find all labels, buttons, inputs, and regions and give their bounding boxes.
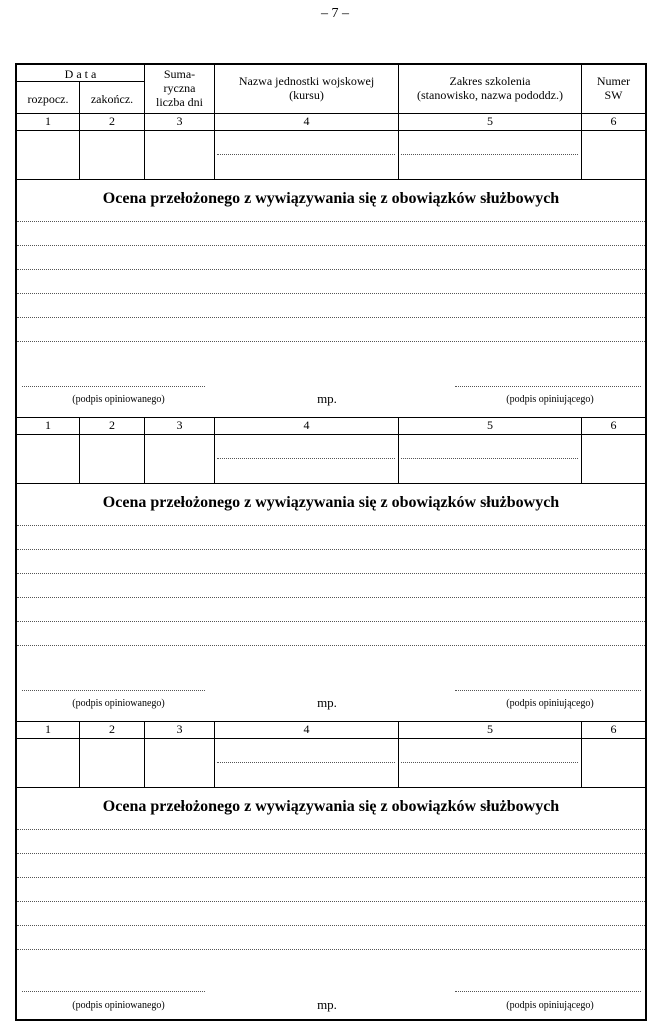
- column-number: 2: [109, 418, 115, 432]
- data-entry-row[interactable]: [17, 739, 645, 787]
- column-number-row: [17, 721, 645, 738]
- header-nazwa-label-2: (kursu): [289, 88, 324, 102]
- record-section-3: [17, 721, 645, 1019]
- header-zakoncz-label: zakończ.: [90, 92, 134, 106]
- header-suma-label-3: liczba dni: [156, 95, 203, 109]
- header-numer-label-1: Numer: [596, 74, 631, 88]
- column-number: 4: [303, 418, 310, 432]
- signature-label-opiniowanego: (podpis opiniowanego): [72, 698, 165, 709]
- column-number: 1: [45, 418, 51, 432]
- column-number: 4: [303, 722, 310, 736]
- header-suma-label-2: ryczna: [163, 81, 196, 95]
- column-number: 3: [176, 114, 183, 128]
- header-suma-label-1: Suma-: [163, 67, 196, 81]
- data-entry-row[interactable]: [17, 131, 645, 179]
- signature-label-opiniowanego: (podpis opiniowanego): [72, 394, 165, 405]
- signature-label-opiniujacego: (podpis opiniującego): [506, 394, 594, 405]
- column-number: 1: [45, 722, 51, 736]
- assessment-lines[interactable]: [17, 517, 645, 647]
- record-section-2: [17, 417, 645, 721]
- column-number: 6: [610, 114, 617, 128]
- signature-line-right[interactable]: [455, 690, 641, 691]
- record-section-1: [17, 113, 645, 417]
- header-numer-label-2: SW: [604, 88, 623, 102]
- column-number: 6: [610, 418, 617, 432]
- stamp-mp-label: mp.: [317, 695, 337, 710]
- signature-line-right[interactable]: [455, 991, 641, 992]
- column-number: 2: [109, 722, 115, 736]
- assessment-title: Ocena przełożonego z wywiązywania się z obowiązków służbowych: [102, 190, 560, 207]
- column-number: 5: [487, 722, 493, 736]
- signature-line-left[interactable]: [22, 991, 205, 992]
- signature-label-opiniujacego: (podpis opiniującego): [506, 1000, 594, 1011]
- header-zakres-label-1: Zakres szkolenia: [449, 74, 531, 88]
- page-number: – 7 –: [321, 6, 349, 21]
- header-data-label: D a t a: [64, 67, 97, 81]
- header-rozpocz-label: rozpocz.: [27, 92, 69, 106]
- data-entry-row[interactable]: [17, 435, 645, 483]
- column-number: 3: [176, 418, 183, 432]
- column-number: 6: [610, 722, 617, 736]
- signature-line-left[interactable]: [22, 386, 205, 387]
- table-header: [17, 65, 645, 113]
- header-zakres-label-2: (stanowisko, nazwa pododdz.): [417, 88, 563, 102]
- signature-line-right[interactable]: [455, 386, 641, 387]
- assessment-title: Ocena przełożonego z wywiązywania się z obowiązków służbowych: [102, 494, 560, 511]
- stamp-mp-label: mp.: [317, 391, 337, 406]
- column-number-row: [17, 417, 645, 434]
- assessment-lines[interactable]: [17, 821, 645, 951]
- column-number: 3: [176, 722, 183, 736]
- header-nazwa-label-1: Nazwa jednostki wojskowej: [238, 74, 375, 88]
- column-number-row: [17, 113, 645, 130]
- signature-label-opiniujacego: (podpis opiniującego): [506, 698, 594, 709]
- service-record-form: [15, 63, 647, 1021]
- signature-label-opiniowanego: (podpis opiniowanego): [72, 1000, 165, 1011]
- column-number: 4: [303, 114, 310, 128]
- column-number: 1: [45, 114, 51, 128]
- column-number: 2: [109, 114, 115, 128]
- assessment-title: Ocena przełożonego z wywiązywania się z obowiązków służbowych: [102, 798, 560, 815]
- column-number: 5: [487, 418, 493, 432]
- signature-line-left[interactable]: [22, 690, 205, 691]
- column-number: 5: [487, 114, 493, 128]
- stamp-mp-label: mp.: [317, 997, 337, 1012]
- assessment-lines[interactable]: [17, 213, 645, 343]
